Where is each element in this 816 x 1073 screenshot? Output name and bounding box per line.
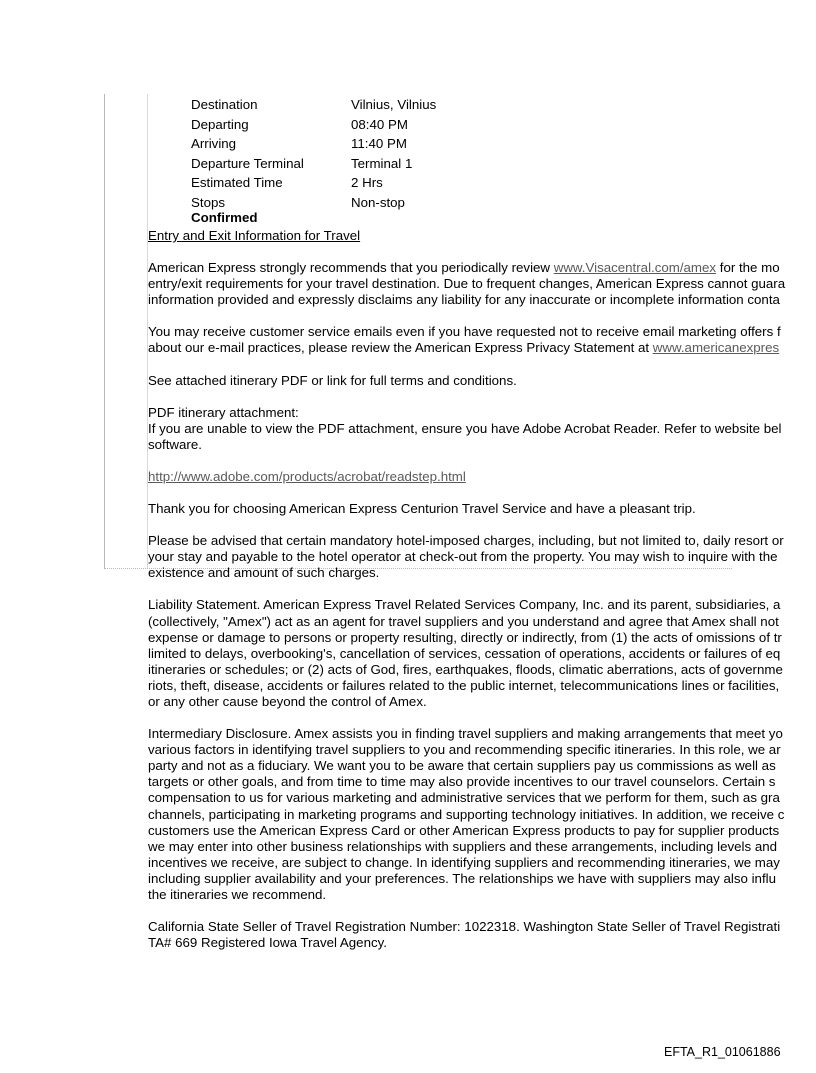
paragraph-line: See attached itinerary PDF or link for full terms and conditions. xyxy=(148,372,517,388)
thanks-paragraph xyxy=(148,501,816,517)
row-value: 11:40 PM xyxy=(351,136,407,151)
paragraph-line: Please be advised that certain mandatory hotel-imposed charges, including, but not limited to, daily resort or xyxy=(148,533,784,549)
paragraph-line: riots, theft, disease, accidents or failures related to the public internet, telecommunications lines or facilities, xyxy=(148,677,780,693)
terms-paragraph xyxy=(148,373,816,389)
document-id: EFTA_R1_01061886 xyxy=(664,1045,781,1059)
flight-row-arriving xyxy=(191,134,436,154)
visacentral-link[interactable]: www.Visacentral.com/amex xyxy=(553,260,717,276)
paragraph-line: You may receive customer service emails even if you have requested not to receive email marketing offers f xyxy=(148,324,781,340)
paragraph-line: incentives we receive, are subject to change. In identifying suppliers and recommending itineraries, we may xyxy=(148,854,780,870)
row-label: Estimated Time xyxy=(191,175,283,190)
paragraph-line: expense or damage to persons or property resulting, directly or indirectly, from (1) the acts of omissions of tr xyxy=(148,629,782,645)
flight-details-table xyxy=(191,95,436,212)
paragraph-line: various factors in identifying travel suppliers to you and recommending specific itineraries. In this role, we ar xyxy=(148,742,781,758)
paragraph-line: California State Seller of Travel Registration Number: 1022318. Washington State Seller of Travel Registrati xyxy=(148,919,781,935)
text: for the mo xyxy=(716,260,780,276)
booking-status: Confirmed xyxy=(191,210,258,225)
paragraph-line: the itineraries we recommend. xyxy=(148,887,327,902)
paragraph-line: including supplier availability and your preferences. The relationships we have with suppliers may also influ xyxy=(148,870,776,886)
paragraph-line: customers use the American Express Card or other American Express products to pay for supplier products xyxy=(148,822,780,838)
row-label: Departing xyxy=(191,116,249,132)
paragraph-line: targets or other goals, and from time to time may also provide incentives to our travel counselors. Certain s xyxy=(148,774,776,790)
row-value: Non-stop xyxy=(351,194,405,210)
visacentral-paragraph xyxy=(148,260,816,308)
paragraph-line: If you are unable to view the PDF attachment, ensure you have Adobe Acrobat Reader. Refer to website bel xyxy=(148,420,782,436)
paragraph-line: or any other cause beyond the control of Amex. xyxy=(148,693,427,709)
flight-row-departing xyxy=(191,115,436,135)
adobe-reader-link[interactable]: http://www.adobe.com/products/acrobat/readstep.html xyxy=(148,468,466,484)
flight-row-destination xyxy=(191,95,436,115)
seller-registration-paragraph xyxy=(148,919,816,951)
row-label: Destination xyxy=(191,97,258,112)
paragraph-line: information provided and expressly disclaims any liability for any inaccurate or incomplete information conta xyxy=(148,292,780,308)
paragraph-line xyxy=(148,260,816,276)
flight-row-estimated-time xyxy=(191,173,436,193)
paragraph-line: your stay and payable to the hotel operator at check-out from the property. You may wish to inquire with the xyxy=(148,549,778,565)
paragraph-line: itineraries or schedules; or (2) acts of God, fires, earthquakes, floods, climatic aberrations, acts of governme xyxy=(148,661,783,677)
email-practices-paragraph xyxy=(148,324,816,356)
paragraph-line xyxy=(148,340,816,356)
paragraph-line xyxy=(148,469,816,485)
flight-row-terminal xyxy=(191,154,436,174)
liability-statement-paragraph xyxy=(148,597,816,710)
privacy-statement-link[interactable]: www.americanexpres xyxy=(652,340,780,356)
paragraph-line: TA# 669 Registered Iowa Travel Agency. xyxy=(148,935,387,951)
paragraph-line: entry/exit requirements for your travel destination. Due to frequent changes, American Express cannot guara xyxy=(148,276,786,292)
quote-border xyxy=(104,94,105,568)
paragraph-line: existence and amount of such charges. xyxy=(148,565,380,581)
paragraph-line: compensation to us for various marketing and administrative services that we perform for them, such as gra xyxy=(148,790,780,806)
row-value: Vilnius, Vilnius xyxy=(351,97,437,112)
paragraph-line: we may enter into other business relationships with suppliers and these arrangements, including levels and xyxy=(148,838,777,854)
section-heading: Entry and Exit Information for Travel xyxy=(148,228,361,243)
row-label: Departure Terminal xyxy=(191,155,304,171)
paragraph-line: software. xyxy=(148,436,202,452)
intermediary-disclosure-paragraph xyxy=(148,726,816,903)
paragraph-line: Intermediary Disclosure. Amex assists you in finding travel suppliers and making arrangements that meet yo xyxy=(148,726,783,742)
row-value: Terminal 1 xyxy=(351,155,413,171)
pdf-attachment-paragraph xyxy=(148,405,816,453)
row-label: Arriving xyxy=(191,136,237,151)
row-value: 2 Hrs xyxy=(351,175,383,190)
paragraph-line: party and not as a fiduciary. We want you to be aware that certain suppliers pay us commissions as well as xyxy=(148,758,776,774)
entry-exit-section xyxy=(148,228,816,951)
paragraph-line: Liability Statement. American Express Travel Related Services Company, Inc. and its parent, subsidiaries, a xyxy=(148,597,781,613)
hotel-charges-paragraph xyxy=(148,533,816,581)
paragraph-line: (collectively, "Amex") act as an agent for travel suppliers and you understand and agree that Amex shall not xyxy=(148,613,779,629)
text: about our e-mail practices, please review the American Express Privacy Statement at xyxy=(148,340,653,356)
paragraph-line: channels, participating in marketing programs and supporting technology initiatives. In addition, we receive c xyxy=(148,806,785,822)
row-value: 08:40 PM xyxy=(351,116,408,132)
row-label: Stops xyxy=(191,194,226,210)
paragraph-line: PDF itinerary attachment: xyxy=(148,404,299,420)
text: American Express strongly recommends that you periodically review xyxy=(148,260,554,276)
adobe-link-paragraph xyxy=(148,469,816,485)
paragraph-line: Thank you for choosing American Express Centurion Travel Service and have a pleasant trip. xyxy=(148,501,696,517)
paragraph-line: limited to delays, overbooking's, cancellation of services, cessation of operations, accidents or failures of eq xyxy=(148,645,781,661)
